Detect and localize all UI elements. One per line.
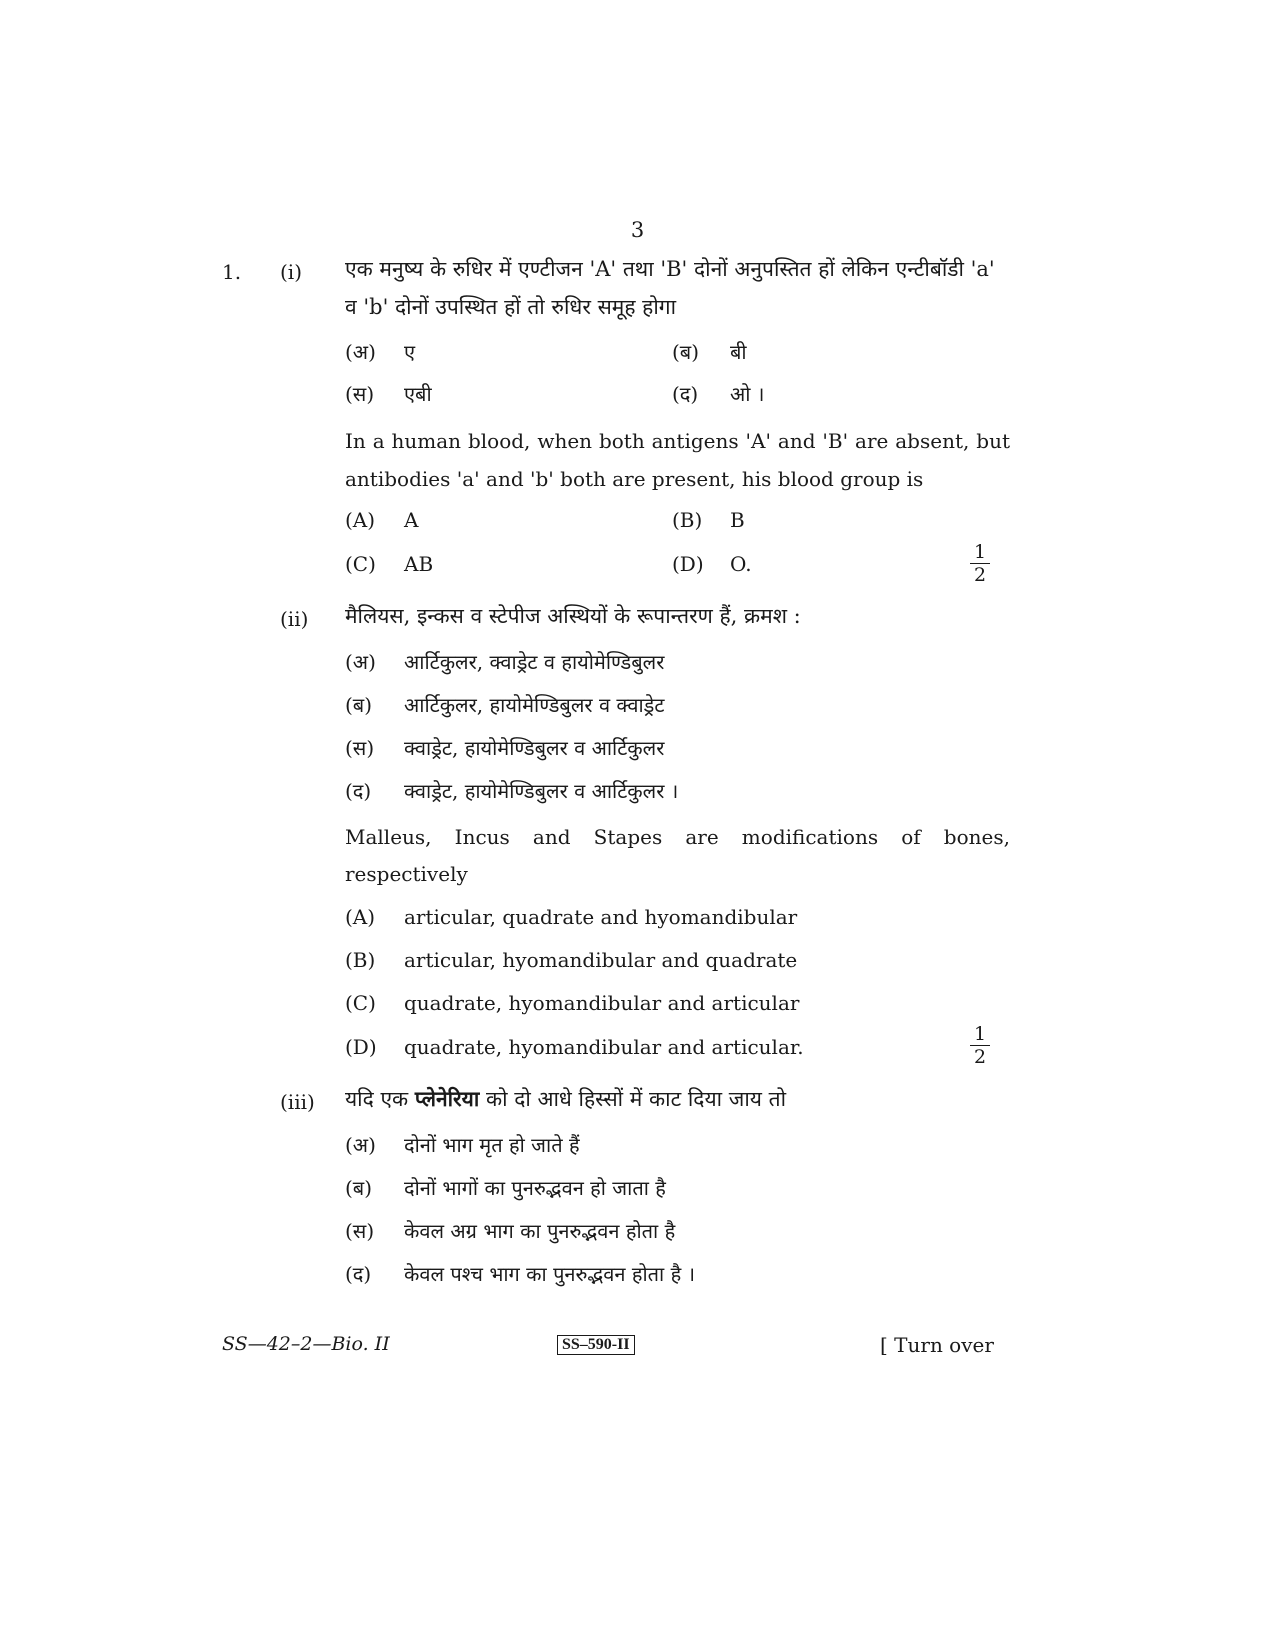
marks-numerator: 1: [973, 541, 987, 563]
option-label: (स): [345, 1219, 375, 1243]
part-ii-english-question-line1: Malleus, Incus and Stapes are modifications of bones,: [345, 825, 1010, 849]
option-text: एबी: [404, 382, 432, 406]
option-label: (C): [345, 552, 376, 576]
part-label-i: (i): [280, 260, 303, 284]
part-label-iii: (iii): [280, 1090, 315, 1114]
option-label: (स): [345, 736, 375, 760]
option-label: (D): [672, 552, 704, 576]
question-text: को दो आधे हिस्सों में काट दिया जाय तो: [485, 1087, 787, 1111]
marks-denominator: 2: [973, 1046, 987, 1068]
turn-over-label: [ Turn over: [880, 1333, 994, 1357]
option-text: दोनों भाग मृत हो जाते हैं: [404, 1133, 580, 1157]
question-text: यदि एक: [345, 1087, 409, 1111]
option-text: केवल अग्र भाग का पुनरुद्भवन होता है: [404, 1219, 676, 1243]
footer-series-code: SS–590-II: [557, 1335, 635, 1355]
option-label: (द): [672, 382, 699, 406]
option-label: (D): [345, 1035, 377, 1059]
option-text: quadrate, hyomandibular and articular.: [404, 1035, 804, 1059]
part-iii-hindi-question: [345, 1080, 1045, 1118]
footer-paper-code: SS—42–2—Bio. II: [222, 1333, 390, 1355]
option-text: आर्टिकुलर, क्वाड्रेट व हायोमेण्डिबुलर: [404, 650, 665, 674]
option-text: बी: [730, 340, 747, 364]
part-i-english-question: In a human blood, when both antigens 'A' and 'B' are absent, but antibodies 'a' and 'b' both are present, his blood group is: [345, 429, 1010, 491]
part-label-ii: (ii): [280, 607, 309, 631]
option-label: (A): [345, 905, 376, 929]
option-label: (A): [345, 508, 376, 532]
option-label: (C): [345, 991, 376, 1015]
option-text: दोनों भागों का पुनरुद्भवन हो जाता है: [404, 1176, 666, 1200]
option-text: articular, hyomandibular and quadrate: [404, 948, 798, 972]
option-label: (B): [672, 508, 703, 532]
marks-denominator: 2: [973, 564, 987, 586]
option-text: AB: [404, 552, 434, 576]
option-label: (ब): [345, 693, 373, 717]
part-ii-hindi-question: मैलियस, इन्कस व स्टेपीज अस्थियों के रूपान्तरण हैं, क्रमश :: [345, 604, 801, 628]
option-text: A: [404, 508, 419, 532]
option-text: आर्टिकुलर, हायोमेण्डिबुलर व क्वाड्रेट: [404, 693, 665, 717]
option-label: (द): [345, 1262, 372, 1286]
marks-fraction: [968, 542, 992, 585]
question-number: 1.: [222, 260, 242, 284]
option-label: (अ): [345, 1133, 376, 1157]
question-keyword: प्लेनेरिया: [414, 1086, 480, 1111]
option-label: (ब): [345, 1176, 373, 1200]
option-text: केवल पश्च भाग का पुनरुद्भवन होता है ।: [404, 1262, 696, 1286]
option-label: (अ): [345, 650, 376, 674]
option-text: O.: [730, 552, 752, 576]
option-text: quadrate, hyomandibular and articular: [404, 991, 800, 1015]
marks-numerator: 1: [973, 1023, 987, 1045]
option-text: ए: [404, 340, 416, 364]
option-label: (B): [345, 948, 376, 972]
page-number: 3: [630, 218, 645, 242]
option-label: (द): [345, 779, 372, 803]
part-ii-english-question-line2: respectively: [345, 862, 468, 886]
option-label: (स): [345, 382, 375, 406]
option-text: B: [730, 508, 745, 532]
option-text: क्वाड्रेट, हायोमेण्डिबुलर व आर्टिकुलर ।: [404, 779, 679, 803]
part-i-hindi-question: एक मनुष्य के रुधिर में एण्टीजन 'A' तथा 'B' दोनों अनुपस्तित हों लेकिन एन्टीबॉडी 'a' व 'b' दोनों उपस्थित हों तो रुधिर समूह होगा: [345, 257, 995, 319]
option-label: (ब): [672, 340, 700, 364]
marks-fraction: [968, 1024, 992, 1067]
option-text: articular, quadrate and hyomandibular: [404, 905, 798, 929]
option-label: (अ): [345, 340, 376, 364]
option-text: ओ ।: [730, 382, 765, 406]
option-text: क्वाड्रेट, हायोमेण्डिबुलर व आर्टिकुलर: [404, 736, 665, 760]
